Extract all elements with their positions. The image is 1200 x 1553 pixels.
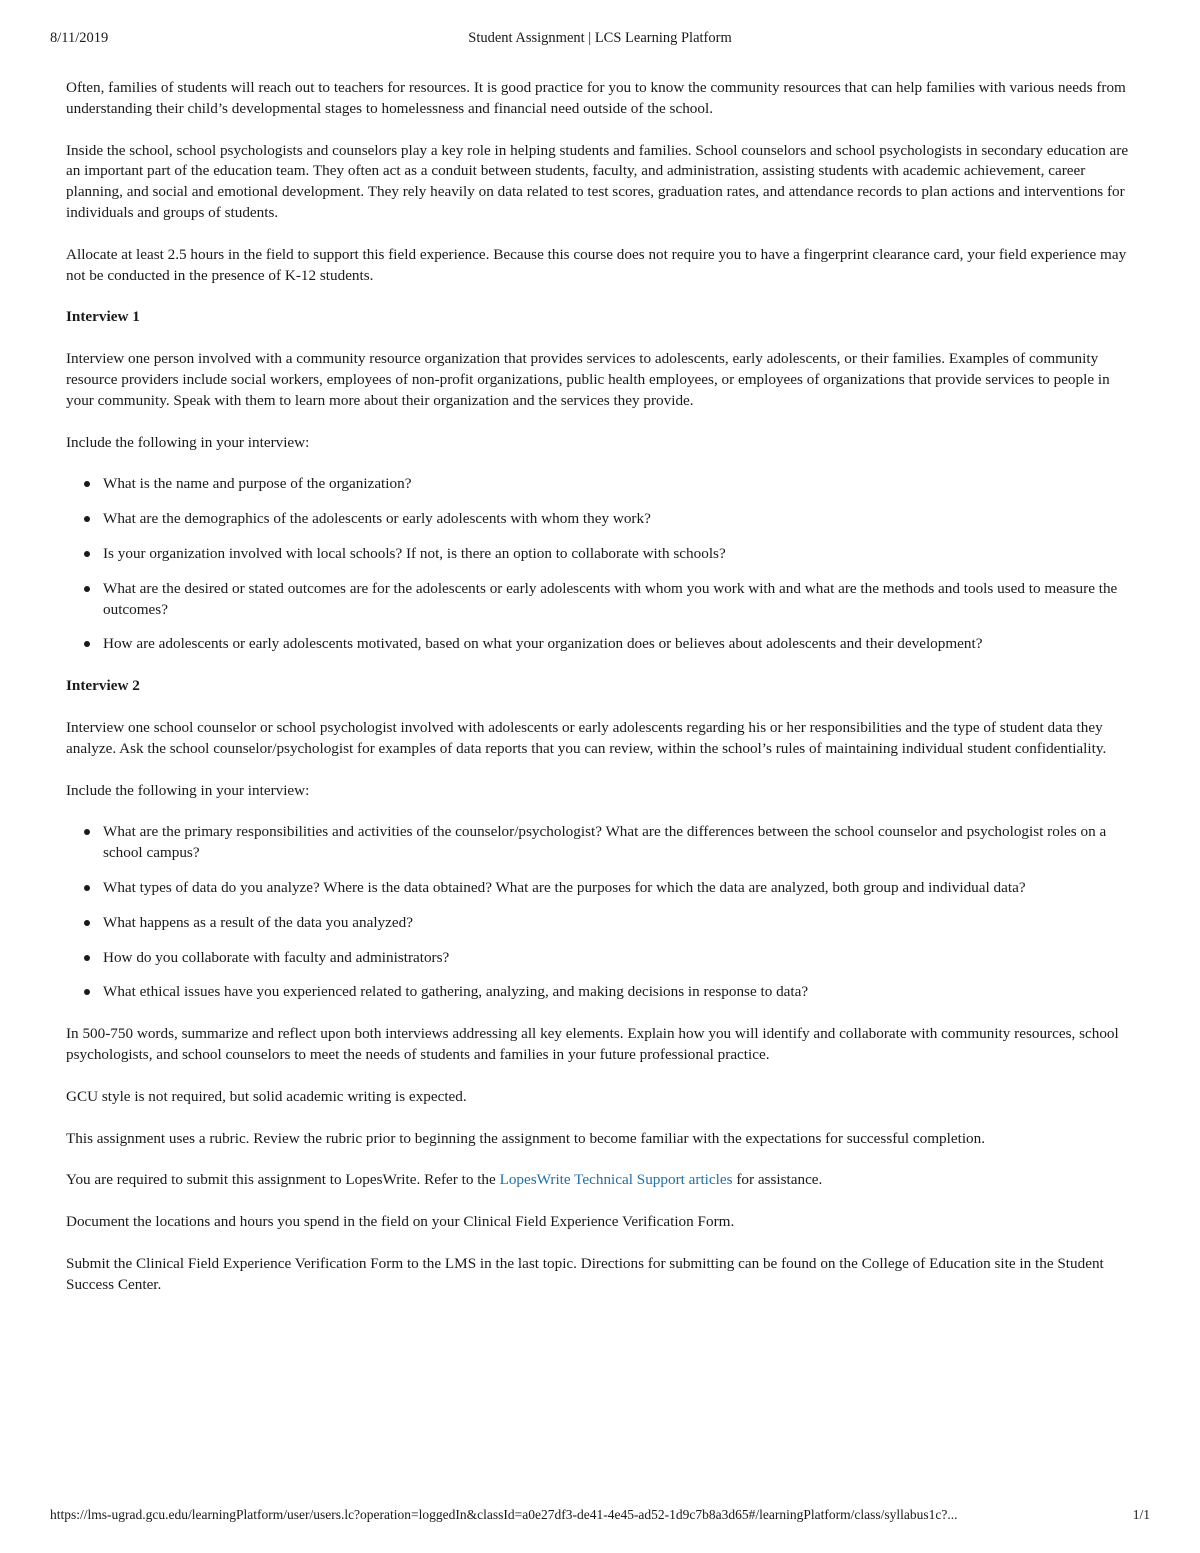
interview-2-heading: Interview 2: [66, 677, 140, 695]
page-number: 1/1: [1132, 1507, 1150, 1522]
list-item: What types of data do you analyze? Where is the data obtained? What are the purposes for which the data are analyzed, both group and individual data?: [66, 878, 1136, 899]
lopeswrite-support-link[interactable]: LopesWrite Technical Support articles: [499, 1171, 733, 1189]
lopeswrite-text-after: for assistance.: [732, 1171, 823, 1189]
rubric-note: This assignment uses a rubric. Review the rubric prior to beginning the assignment to become familiar with the expectations for successful completion.: [66, 1129, 986, 1147]
interview-1-heading: Interview 1: [66, 308, 140, 326]
interview-1-question-list: [66, 474, 1136, 655]
page-url: https://lms-ugrad.gcu.edu/learningPlatform/user/users.lc?operation=loggedIn&classId=a0e27df3-de41-4e45-ad52-1d9c7b8a3d65#/learningPlatform/class/syllabus1c?...: [50, 1507, 958, 1522]
interview-2-question-list: [66, 822, 1136, 1003]
print-header: [50, 30, 1150, 50]
style-note: GCU style is not required, but solid academic writing is expected.: [66, 1087, 467, 1105]
page-title: Student Assignment | LCS Learning Platform: [468, 30, 732, 46]
interview-1-include-label: Include the following in your interview:: [66, 433, 310, 451]
assignment-content: [66, 78, 1136, 1316]
list-item: What are the desired or stated outcomes are for the adolescents or early adolescents with whom you work with and what are the methods and tools used to measure the outcomes?: [66, 579, 1136, 621]
print-date: 8/11/2019: [50, 30, 109, 46]
lopeswrite-text-before: You are required to submit this assignment to LopesWrite. Refer to the: [66, 1171, 500, 1189]
document-note: Document the locations and hours you spend in the field on your Clinical Field Experience Verification Form.: [66, 1213, 735, 1231]
list-item: Is your organization involved with local schools? If not, is there an option to collaborate with schools?: [66, 544, 1136, 565]
list-item: How are adolescents or early adolescents motivated, based on what your organization does or believes about adolescents and their development?: [66, 634, 1136, 655]
list-item: What ethical issues have you experienced related to gathering, analyzing, and making decisions in response to data?: [66, 982, 1136, 1003]
list-item: How do you collaborate with faculty and administrators?: [66, 948, 1136, 969]
intro-paragraph-1: Often, families of students will reach out to teachers for resources. It is good practice for you to know the community resources that can help families with various needs from understanding their child’s developmental stages to homelessness and financial need outside of the school.: [66, 79, 1126, 117]
interview-2-include-label: Include the following in your interview:: [66, 781, 310, 799]
intro-paragraph-2: Inside the school, school psychologists and counselors play a key role in helping students and families. School counselors and school psychologists in secondary education are an important part of the education team. They often act as a conduit between students, faculty, and administration, assisting students with academic achievement, career planning, and social and emotional development. They rely heavily on data related to test scores, graduation rates, and attendance records to plan actions and interventions for individuals and groups of students.: [66, 141, 1129, 221]
interview-2-description: Interview one school counselor or school psychologist involved with adolescents or early adolescents regarding his or her responsibilities and the type of student data they analyze. Ask the school counselor/psychologist for examples of data reports that you can review, within the school’s rules of maintaining individual student confidentiality.: [66, 718, 1107, 757]
lopeswrite-paragraph: [66, 1170, 1136, 1191]
list-item: What are the demographics of the adolescents or early adolescents with whom they work?: [66, 509, 1136, 530]
interview-1-description: Interview one person involved with a community resource organization that provides services to adolescents, early adolescents, or their families. Examples of community resource providers include social workers, employees of non-profit organizations, public health employees, or employees of organizations that provide services to people in your community. Speak with them to learn more about their organization and the services they provide.: [66, 350, 1110, 409]
print-footer: [50, 1507, 1150, 1527]
list-item: What happens as a result of the data you analyzed?: [66, 913, 1136, 934]
intro-paragraph-3: Allocate at least 2.5 hours in the field to support this field experience. Because this course does not require you to have a fingerprint clearance card, your field experience may not be conducted in the presence of K-12 students.: [66, 245, 1127, 284]
list-item: What are the primary responsibilities and activities of the counselor/psychologist? What are the differences between the school counselor and psychologist roles on a school campus?: [66, 822, 1136, 864]
list-item: What is the name and purpose of the organization?: [66, 474, 1136, 495]
submit-note: Submit the Clinical Field Experience Verification Form to the LMS in the last topic. Directions for submitting can be found on the College of Education site in the Student Success Center.: [66, 1254, 1104, 1293]
summary-paragraph: In 500-750 words, summarize and reflect upon both interviews addressing all key elements. Explain how you will identify and collaborate with community resources, school psychologists, and school counselors to meet the needs of students and families in your future professional practice.: [66, 1025, 1119, 1063]
